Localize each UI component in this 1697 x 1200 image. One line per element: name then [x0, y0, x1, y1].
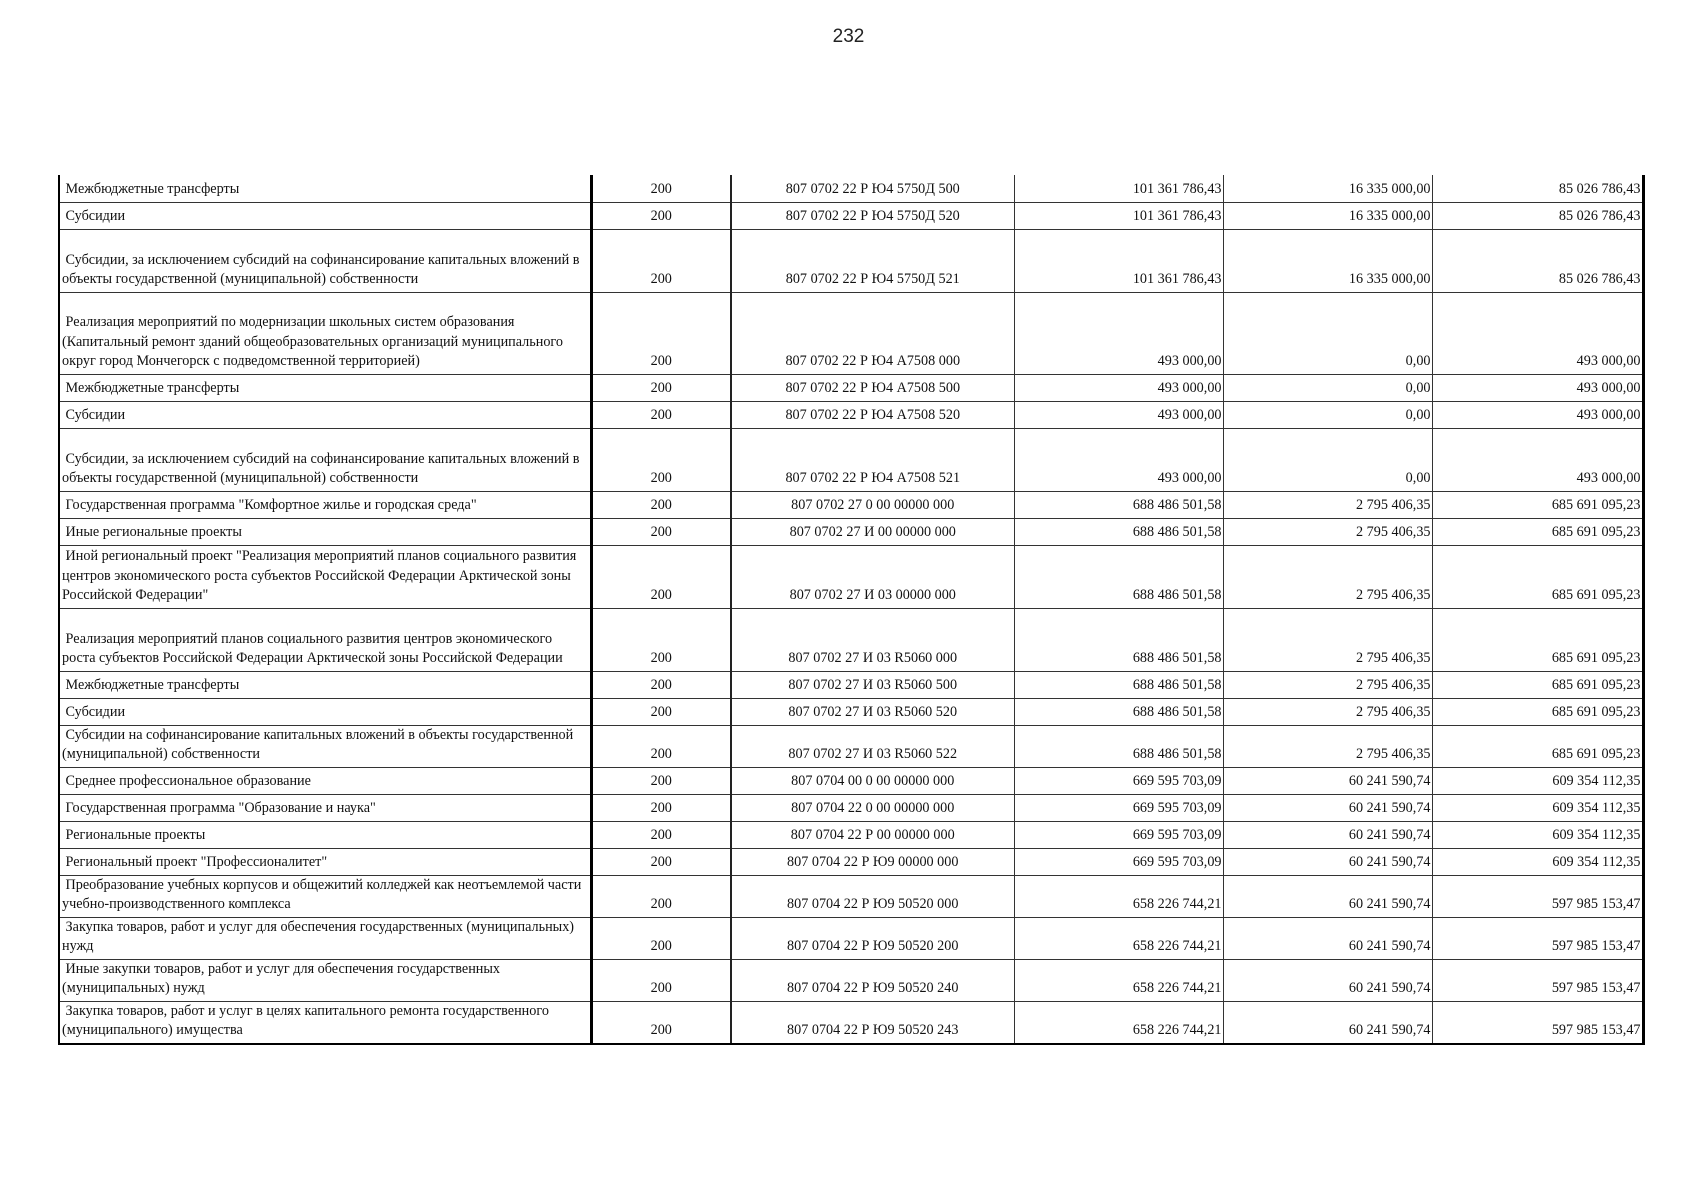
row-kbk: [731, 875, 1014, 917]
row-value-3-text: 597 985 153,47: [1551, 896, 1641, 912]
row-value-1: [1014, 175, 1223, 202]
row-value-1: [1014, 767, 1223, 794]
row-code: [591, 821, 731, 848]
table-row: [59, 292, 1643, 374]
row-value-1-text: 493 000,00: [1157, 470, 1222, 486]
table-row: [59, 545, 1643, 608]
row-code-text: 200: [650, 380, 672, 396]
table-row: [59, 725, 1643, 767]
row-value-3-text: 597 985 153,47: [1551, 980, 1641, 996]
row-value-3: [1432, 175, 1643, 202]
row-code: [591, 794, 731, 821]
row-kbk: [731, 848, 1014, 875]
row-name-text: Региональный проект "Профессионалитет": [62, 854, 328, 870]
row-name: [59, 959, 591, 1001]
row-name: [59, 725, 591, 767]
row-value-3-text: 685 691 095,23: [1551, 746, 1641, 762]
row-name-text: Субсидии: [62, 704, 126, 720]
row-value-1-text: 688 486 501,58: [1132, 650, 1222, 666]
row-code: [591, 959, 731, 1001]
row-code: [591, 1001, 731, 1044]
row-kbk-text: 807 0704 22 Р Ю9 00000 000: [787, 854, 959, 870]
row-value-3: [1432, 229, 1643, 292]
row-value-2-text: 2 795 406,35: [1356, 677, 1431, 693]
row-value-2: [1223, 491, 1432, 518]
row-value-2: [1223, 848, 1432, 875]
row-value-2-text: 60 241 590,74: [1348, 1022, 1431, 1038]
row-name: [59, 518, 591, 545]
row-value-2: [1223, 545, 1432, 608]
row-value-2: [1223, 518, 1432, 545]
row-value-1: [1014, 959, 1223, 1001]
row-kbk-text: 807 0704 22 Р Ю9 50520 000: [787, 896, 959, 912]
row-kbk-text: 807 0702 27 И 03 R5060 520: [788, 704, 958, 720]
row-name: [59, 229, 591, 292]
row-name: [59, 374, 591, 401]
row-value-3-text: 609 354 112,35: [1552, 854, 1641, 870]
row-name: [59, 875, 591, 917]
row-value-2: [1223, 229, 1432, 292]
row-name-text: Субсидии: [62, 407, 126, 423]
row-value-2-text: 2 795 406,35: [1356, 704, 1431, 720]
row-value-2: [1223, 374, 1432, 401]
row-name-text: Иные региональные проекты: [62, 524, 242, 540]
row-code-text: 200: [650, 800, 672, 816]
row-value-1: [1014, 374, 1223, 401]
row-code-text: 200: [650, 470, 672, 486]
row-value-3-text: 493 000,00: [1576, 470, 1641, 486]
row-kbk: [731, 1001, 1014, 1044]
row-name: [59, 671, 591, 698]
row-value-1: [1014, 491, 1223, 518]
row-value-2: [1223, 794, 1432, 821]
row-code: [591, 374, 731, 401]
row-kbk-text: 807 0702 27 И 03 R5060 522: [788, 746, 958, 762]
row-value-3: [1432, 518, 1643, 545]
row-value-1: [1014, 821, 1223, 848]
row-kbk-text: 807 0702 27 И 03 R5060 500: [788, 677, 958, 693]
row-code: [591, 725, 731, 767]
row-kbk-text: 807 0702 22 Р Ю4 5750Д 500: [785, 181, 960, 197]
row-name-text: Субсидии на софинансирование капитальных вложений в объекты государственной (муниципальной) собственности: [62, 726, 577, 762]
row-code: [591, 848, 731, 875]
row-value-1-text: 669 595 703,09: [1132, 827, 1222, 843]
row-value-1-text: 493 000,00: [1157, 407, 1222, 423]
row-name: [59, 917, 591, 959]
row-code: [591, 229, 731, 292]
row-kbk-text: 807 0704 22 Р 00 00000 000: [790, 827, 955, 843]
row-name-text: Субсидии, за исключением субсидий на софинансирование капитальных вложений в объекты государственной (муниципальной) собственности: [62, 450, 583, 486]
row-value-3-text: 493 000,00: [1576, 353, 1641, 369]
row-name-text: Региональные проекты: [62, 827, 206, 843]
row-value-3: [1432, 917, 1643, 959]
row-name-text: Государственная программа "Комфортное жилье и городская среда": [62, 497, 477, 513]
row-value-1: [1014, 1001, 1223, 1044]
row-value-3: [1432, 545, 1643, 608]
row-value-2-text: 2 795 406,35: [1356, 497, 1431, 513]
row-kbk-text: 807 0702 22 Р Ю4 5750Д 521: [785, 271, 960, 287]
row-name-text: Реализация мероприятий по модернизации школьных систем образования (Капитальный ремонт зданий общеобразовательных организаций муниципального округ город Мончегорск с подведомственной территорией): [62, 314, 567, 369]
row-value-3: [1432, 794, 1643, 821]
row-kbk: [731, 671, 1014, 698]
row-value-3-text: 685 691 095,23: [1551, 650, 1641, 666]
row-value-3: [1432, 848, 1643, 875]
row-kbk-text: 807 0702 27 И 00 00000 000: [789, 524, 956, 540]
row-name-text: Межбюджетные трансферты: [62, 677, 240, 693]
row-name-text: Среднее профессиональное образование: [62, 773, 311, 789]
row-kbk-text: 807 0704 00 0 00 00000 000: [791, 773, 955, 789]
table-row: [59, 491, 1643, 518]
row-value-3-text: 493 000,00: [1576, 380, 1641, 396]
row-kbk-text: 807 0704 22 Р Ю9 50520 243: [787, 1022, 959, 1038]
row-value-1-text: 101 361 786,43: [1132, 181, 1222, 197]
row-value-1-text: 669 595 703,09: [1132, 854, 1222, 870]
row-code: [591, 401, 731, 428]
row-name: [59, 202, 591, 229]
page-number: 232: [832, 26, 865, 47]
row-value-2: [1223, 202, 1432, 229]
row-kbk-text: 807 0702 22 Р Ю4 А7508 500: [785, 380, 961, 396]
row-value-2-text: 2 795 406,35: [1356, 650, 1431, 666]
row-code-text: 200: [650, 587, 672, 603]
row-name-text: Межбюджетные трансферты: [62, 181, 240, 197]
row-code: [591, 428, 731, 491]
row-value-3: [1432, 821, 1643, 848]
row-value-1-text: 669 595 703,09: [1132, 800, 1222, 816]
row-name-text: Реализация мероприятий планов социального развития центров экономического роста субъектов Российской Федерации Арктической зоны Российской Федерации: [62, 630, 563, 666]
row-value-3-text: 685 691 095,23: [1551, 497, 1641, 513]
row-name-text: Преобразование учебных корпусов и общежитий колледжей как неотъемлемой части учебно-производственного комплекса: [62, 876, 585, 912]
row-value-2: [1223, 175, 1432, 202]
row-value-2: [1223, 767, 1432, 794]
row-value-1: [1014, 518, 1223, 545]
row-name: [59, 175, 591, 202]
row-kbk: [731, 959, 1014, 1001]
row-value-1-text: 658 226 744,21: [1132, 980, 1222, 996]
row-name-text: Субсидии, за исключением субсидий на софинансирование капитальных вложений в объекты государственной (муниципальной) собственности: [62, 251, 583, 287]
table-row: [59, 821, 1643, 848]
row-value-3: [1432, 374, 1643, 401]
row-value-1: [1014, 875, 1223, 917]
row-value-2: [1223, 671, 1432, 698]
row-kbk-text: 807 0702 27 И 03 R5060 000: [788, 650, 958, 666]
row-kbk: [731, 725, 1014, 767]
row-kbk: [731, 428, 1014, 491]
row-code: [591, 875, 731, 917]
row-code: [591, 491, 731, 518]
row-value-2-text: 60 241 590,74: [1348, 773, 1431, 789]
row-value-1-text: 688 486 501,58: [1132, 587, 1222, 603]
row-value-1-text: 669 595 703,09: [1132, 773, 1222, 789]
row-value-3: [1432, 698, 1643, 725]
row-value-3-text: 685 691 095,23: [1551, 677, 1641, 693]
table-row: [59, 229, 1643, 292]
row-value-2-text: 16 335 000,00: [1348, 271, 1431, 287]
row-code: [591, 292, 731, 374]
table-row: [59, 875, 1643, 917]
row-value-2-text: 0,00: [1405, 470, 1431, 486]
row-value-2-text: 2 795 406,35: [1356, 746, 1431, 762]
row-code-text: 200: [650, 407, 672, 423]
table-row: [59, 428, 1643, 491]
row-value-1-text: 688 486 501,58: [1132, 524, 1222, 540]
row-value-2: [1223, 1001, 1432, 1044]
row-kbk: [731, 518, 1014, 545]
row-value-1-text: 658 226 744,21: [1132, 938, 1222, 954]
row-value-3-text: 609 354 112,35: [1552, 800, 1641, 816]
table-row: [59, 848, 1643, 875]
row-name: [59, 821, 591, 848]
row-kbk: [731, 374, 1014, 401]
row-name: [59, 698, 591, 725]
row-value-1: [1014, 292, 1223, 374]
row-value-2: [1223, 698, 1432, 725]
row-value-3: [1432, 959, 1643, 1001]
row-kbk: [731, 401, 1014, 428]
table-row: [59, 698, 1643, 725]
row-name-text: Иной региональный проект "Реализация мероприятий планов социального развития центров экономического роста субъектов Российской Федерации Арктической зоны Российской Федерации": [62, 548, 580, 603]
row-code: [591, 608, 731, 671]
table-row: [59, 401, 1643, 428]
row-value-3-text: 85 026 786,43: [1558, 271, 1641, 287]
row-code: [591, 518, 731, 545]
row-value-1-text: 101 361 786,43: [1132, 208, 1222, 224]
row-value-1-text: 688 486 501,58: [1132, 677, 1222, 693]
row-value-3: [1432, 725, 1643, 767]
row-code-text: 200: [650, 1022, 672, 1038]
row-name-text: Межбюджетные трансферты: [62, 380, 240, 396]
row-value-2: [1223, 821, 1432, 848]
row-kbk-text: 807 0702 22 Р Ю4 А7508 000: [785, 353, 961, 369]
row-value-1: [1014, 848, 1223, 875]
row-name-text: Иные закупки товаров, работ и услуг для обеспечения государственных (муниципальных) нужд: [62, 960, 504, 996]
row-name: [59, 608, 591, 671]
row-value-2-text: 2 795 406,35: [1356, 587, 1431, 603]
table-row: [59, 1001, 1643, 1044]
row-value-1-text: 688 486 501,58: [1132, 497, 1222, 513]
row-code-text: 200: [650, 271, 672, 287]
row-code-text: 200: [650, 773, 672, 789]
row-value-1-text: 493 000,00: [1157, 380, 1222, 396]
row-value-2: [1223, 875, 1432, 917]
row-kbk-text: 807 0704 22 Р Ю9 50520 200: [787, 938, 959, 954]
row-value-3: [1432, 608, 1643, 671]
row-code-text: 200: [650, 896, 672, 912]
row-code: [591, 175, 731, 202]
row-name: [59, 491, 591, 518]
row-value-3-text: 609 354 112,35: [1552, 827, 1641, 843]
row-value-1: [1014, 671, 1223, 698]
row-value-1-text: 658 226 744,21: [1132, 1022, 1222, 1038]
row-value-3-text: 85 026 786,43: [1558, 208, 1641, 224]
row-code: [591, 767, 731, 794]
row-value-3-text: 609 354 112,35: [1552, 773, 1641, 789]
row-name-text: Закупка товаров, работ и услуг для обеспечения государственных (муниципальных) нужд: [62, 918, 578, 954]
row-value-3: [1432, 292, 1643, 374]
row-kbk-text: 807 0702 22 Р Ю4 А7508 520: [785, 407, 961, 423]
row-value-2-text: 0,00: [1405, 407, 1431, 423]
row-value-1: [1014, 202, 1223, 229]
budget-table-body: [59, 175, 1643, 1044]
row-value-3-text: 685 691 095,23: [1551, 587, 1641, 603]
row-value-3: [1432, 401, 1643, 428]
row-code-text: 200: [650, 827, 672, 843]
row-value-3: [1432, 671, 1643, 698]
row-value-1-text: 658 226 744,21: [1132, 896, 1222, 912]
row-value-2-text: 0,00: [1405, 353, 1431, 369]
row-value-2-text: 2 795 406,35: [1356, 524, 1431, 540]
row-value-3: [1432, 1001, 1643, 1044]
row-code-text: 200: [650, 208, 672, 224]
row-code-text: 200: [650, 650, 672, 666]
row-value-2: [1223, 401, 1432, 428]
row-code-text: 200: [650, 181, 672, 197]
row-kbk-text: 807 0702 22 Р Ю4 5750Д 520: [785, 208, 960, 224]
row-name: [59, 428, 591, 491]
row-kbk: [731, 767, 1014, 794]
row-value-2-text: 60 241 590,74: [1348, 938, 1431, 954]
row-kbk-text: 807 0702 27 И 03 00000 000: [789, 587, 956, 603]
row-code: [591, 671, 731, 698]
row-value-2: [1223, 292, 1432, 374]
row-kbk: [731, 794, 1014, 821]
row-code: [591, 917, 731, 959]
row-kbk: [731, 698, 1014, 725]
row-value-1: [1014, 401, 1223, 428]
row-value-2-text: 60 241 590,74: [1348, 854, 1431, 870]
table-row: [59, 374, 1643, 401]
row-value-1: [1014, 794, 1223, 821]
row-value-3: [1432, 491, 1643, 518]
row-value-3: [1432, 202, 1643, 229]
row-code-text: 200: [650, 704, 672, 720]
row-value-3: [1432, 428, 1643, 491]
row-kbk: [731, 202, 1014, 229]
row-code-text: 200: [650, 980, 672, 996]
table-row: [59, 518, 1643, 545]
row-value-1: [1014, 698, 1223, 725]
row-kbk-text: 807 0702 22 Р Ю4 А7508 521: [785, 470, 961, 486]
table-row: [59, 767, 1643, 794]
row-value-1: [1014, 545, 1223, 608]
row-code: [591, 545, 731, 608]
row-value-1-text: 101 361 786,43: [1132, 271, 1222, 287]
row-name: [59, 767, 591, 794]
row-value-3-text: 685 691 095,23: [1551, 524, 1641, 540]
table-row: [59, 794, 1643, 821]
row-kbk: [731, 229, 1014, 292]
row-code: [591, 202, 731, 229]
row-kbk: [731, 917, 1014, 959]
row-value-3-text: 85 026 786,43: [1558, 181, 1641, 197]
table-row: [59, 917, 1643, 959]
row-value-2-text: 60 241 590,74: [1348, 800, 1431, 816]
table-row: [59, 608, 1643, 671]
row-value-1-text: 688 486 501,58: [1132, 746, 1222, 762]
row-value-2-text: 60 241 590,74: [1348, 827, 1431, 843]
table-row: [59, 671, 1643, 698]
row-kbk-text: 807 0704 22 Р Ю9 50520 240: [787, 980, 959, 996]
row-value-2-text: 16 335 000,00: [1348, 181, 1431, 197]
row-value-2: [1223, 917, 1432, 959]
row-value-2: [1223, 428, 1432, 491]
row-name: [59, 401, 591, 428]
row-code: [591, 698, 731, 725]
row-value-1: [1014, 917, 1223, 959]
budget-table: [58, 175, 1645, 1045]
row-name: [59, 292, 591, 374]
row-kbk: [731, 292, 1014, 374]
row-value-3: [1432, 875, 1643, 917]
row-name: [59, 794, 591, 821]
row-value-3-text: 597 985 153,47: [1551, 938, 1641, 954]
row-value-1: [1014, 725, 1223, 767]
row-name-text: Субсидии: [62, 208, 126, 224]
row-value-2: [1223, 959, 1432, 1001]
table-row: [59, 959, 1643, 1001]
row-value-3-text: 597 985 153,47: [1551, 1022, 1641, 1038]
row-value-2: [1223, 608, 1432, 671]
row-kbk: [731, 491, 1014, 518]
row-value-1: [1014, 229, 1223, 292]
row-code-text: 200: [650, 524, 672, 540]
row-kbk: [731, 821, 1014, 848]
row-code-text: 200: [650, 497, 672, 513]
row-value-2: [1223, 725, 1432, 767]
row-value-2-text: 60 241 590,74: [1348, 896, 1431, 912]
row-kbk: [731, 175, 1014, 202]
row-kbk: [731, 545, 1014, 608]
row-code-text: 200: [650, 938, 672, 954]
row-code-text: 200: [650, 854, 672, 870]
row-code-text: 200: [650, 677, 672, 693]
row-name-text: Государственная программа "Образование и наука": [62, 800, 376, 816]
row-name: [59, 848, 591, 875]
table-row: [59, 175, 1643, 202]
row-kbk: [731, 608, 1014, 671]
row-kbk-text: 807 0704 22 0 00 00000 000: [791, 800, 955, 816]
row-value-1: [1014, 428, 1223, 491]
row-value-3: [1432, 767, 1643, 794]
row-name: [59, 545, 591, 608]
row-value-2-text: 60 241 590,74: [1348, 980, 1431, 996]
row-code-text: 200: [650, 353, 672, 369]
row-value-1: [1014, 608, 1223, 671]
row-value-3-text: 493 000,00: [1576, 407, 1641, 423]
row-value-2-text: 0,00: [1405, 380, 1431, 396]
row-code-text: 200: [650, 746, 672, 762]
table-row: [59, 202, 1643, 229]
row-value-1-text: 493 000,00: [1157, 353, 1222, 369]
row-name: [59, 1001, 591, 1044]
row-value-1-text: 688 486 501,58: [1132, 704, 1222, 720]
row-value-3-text: 685 691 095,23: [1551, 704, 1641, 720]
row-name-text: Закупка товаров, работ и услуг в целях капитального ремонта государственного (муниципального) имущества: [62, 1002, 553, 1038]
row-value-2-text: 16 335 000,00: [1348, 208, 1431, 224]
row-kbk-text: 807 0702 27 0 00 00000 000: [791, 497, 955, 513]
